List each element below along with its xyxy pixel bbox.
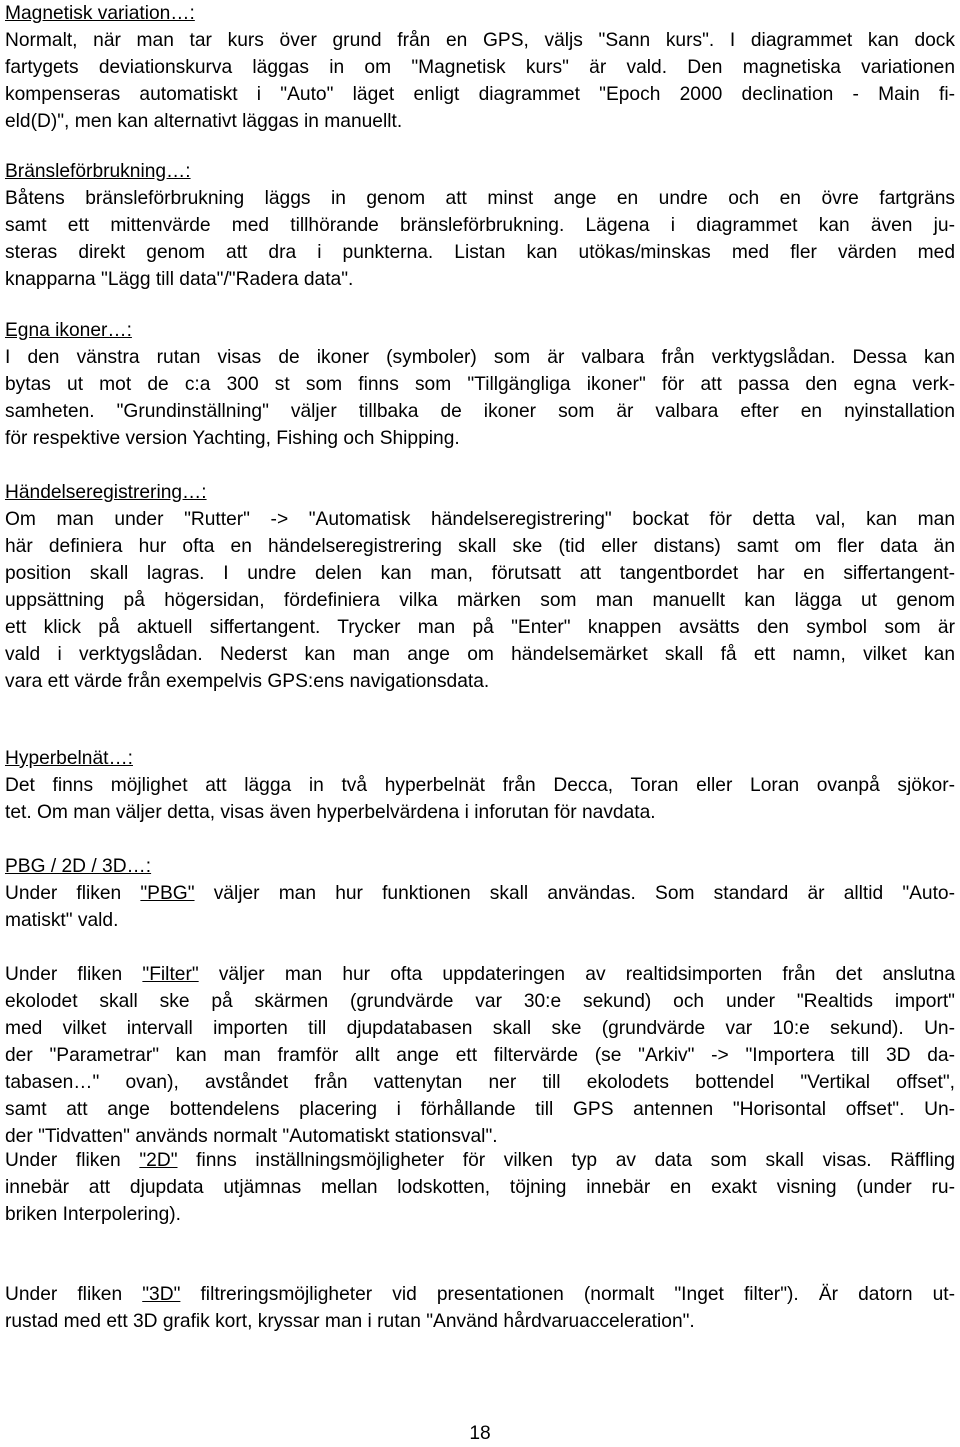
text-line: för respektive version Yachting, Fishing och Shipping. xyxy=(5,428,460,449)
text-line: samt att ange bottendelens placering i förhållande till GPS antennen "Horisontal offset". Un- xyxy=(5,1099,955,1120)
text-line: kompenseras automatiskt i "Auto" läget enligt diagrammet "Epoch 2000 declination - Main fi- xyxy=(5,84,955,105)
text-line: Båtens bränsleförbrukning läggs in genom att minst ange en undre och en övre fartgräns xyxy=(5,188,955,209)
text-line: vara ett värde från exempelvis GPS:ens navigationsdata. xyxy=(5,671,490,692)
section-event-registration xyxy=(5,479,955,695)
text-fragment: Under fliken xyxy=(5,883,141,904)
text-line: rustad med ett 3D grafik kort, kryssar man i rutan "Använd hårdvaruacceleration". xyxy=(5,1311,695,1332)
page-number: 18 xyxy=(469,1423,491,1444)
text-line: der "Tidvatten" används normalt "Automatiskt stationsval". xyxy=(5,1126,498,1147)
tab-name-2d: "2D" xyxy=(139,1150,178,1171)
text-line: samheten. "Grundinställning" väljer tillbaka de ikoner som är valbara efter en nyinstallation xyxy=(5,401,955,422)
text-line: vald i verktygslådan. Nederst kan man ange om händelsemärket skall få ett namn, vilket kan xyxy=(5,644,955,665)
text-fragment: Under fliken xyxy=(5,964,143,985)
text-line: ett klick på aktuell siffertangent. Trycker man på "Enter" knappen avsätts den symbol som är xyxy=(5,617,955,638)
text-line: ekolodet skall ske på skärmen (grundvärde var 30:e sekund) och under "Realtids import" xyxy=(5,991,955,1012)
text-fragment: väljer man hur funktionen skall användas. Som standard är alltid "Auto- xyxy=(194,883,955,904)
section-heading: Händelseregistrering…: xyxy=(5,482,207,503)
text-line: position skall lagras. I undre delen kan man, förutsatt att tangentbordet har en siffertangent- xyxy=(5,563,955,584)
text-line: matiskt" vald. xyxy=(5,910,119,931)
text-line: steras direkt genom att dra i punkterna. Listan kan utökas/minskas med fler värden med xyxy=(5,242,955,263)
paragraph-3d xyxy=(5,1281,955,1335)
text-line: Om man under "Rutter" -> "Automatisk händelseregistrering" bockat för detta val, kan man xyxy=(5,509,955,530)
text-line: samt ett mittenvärde med tillhörande bränsleförbrukning. Lägena i diagrammet kan även ju- xyxy=(5,215,955,236)
text-line: tet. Om man väljer detta, visas även hyperbelvärdena i inforutan för navdata. xyxy=(5,802,656,823)
section-magnetic-variation xyxy=(5,0,955,135)
text-line: der "Parametrar" kan man framför allt ange ett filtervärde (se "Arkiv" -> "Importera till 3D da- xyxy=(5,1045,955,1066)
section-custom-icons xyxy=(5,317,955,452)
text-line: uppsättning på högersidan, fördefiniera vilka märken som man manuellt kan lägga ut genom xyxy=(5,590,955,611)
text-line: bytas ut mot de c:a 300 st som finns som "Tillgängliga ikoner" för att passa den egna verk- xyxy=(5,374,955,395)
section-heading: Bränsleförbrukning…: xyxy=(5,161,191,182)
section-heading: PBG / 2D / 3D…: xyxy=(5,856,152,877)
text-line: knapparna "Lägg till data"/"Radera data". xyxy=(5,269,354,290)
section-hyperbolic-grid xyxy=(5,745,955,826)
text-line: innebär att djupdata utjämnas mellan lodskotten, töjning innebär en exakt visning (under ru- xyxy=(5,1177,955,1198)
text-line: I den vänstra rutan visas de ikoner (symboler) som är valbara från verktygslådan. Dessa kan xyxy=(5,347,955,368)
text-fragment: finns inställningsmöjligheter för vilken typ av data som skall visas. Räffling xyxy=(177,1150,955,1171)
text-line: eld(D)", men kan alternativt läggas in manuellt. xyxy=(5,111,403,132)
text-line: tabasen…" ovan), avståndet från vattenytan ner till ekolodets bottendel "Vertikal offset", xyxy=(5,1072,955,1093)
section-pbg-2d-3d xyxy=(5,853,955,934)
text-line: Det finns möjlighet att lägga in två hyperbelnät från Decca, Toran eller Loran ovanpå sjökor- xyxy=(5,775,955,796)
text-fragment: filtreringsmöjligheter vid presentationen (normalt "Inget filter"). Är datorn ut- xyxy=(180,1284,955,1305)
text-line: briken Interpolering). xyxy=(5,1204,181,1225)
text-line: med vilket intervall importen till djupdatabasen skall ske (grundvärde var 10:e sekund). Un- xyxy=(5,1018,955,1039)
text-fragment: Under fliken xyxy=(5,1284,143,1305)
section-fuel-consumption xyxy=(5,158,955,293)
tab-name-3d: "3D" xyxy=(142,1284,181,1305)
text-line xyxy=(5,1147,955,1174)
text-fragment: Under fliken xyxy=(5,1150,140,1171)
text-line: här definiera hur ofta en händelseregistrering skall ske (tid eller distans) samt om fler data än xyxy=(5,536,955,557)
tab-name-filter: "Filter" xyxy=(142,964,199,985)
section-heading: Hyperbelnät…: xyxy=(5,748,133,769)
section-heading: Egna ikoner…: xyxy=(5,320,132,341)
text-fragment: väljer man hur ofta uppdateringen av realtidsimporten från det anslutna xyxy=(198,964,955,985)
paragraph-filter xyxy=(5,961,955,1150)
text-line xyxy=(5,1281,955,1308)
paragraph-2d xyxy=(5,1147,955,1228)
section-heading: Magnetisk variation…: xyxy=(5,3,195,24)
text-line: fartygets deviationskurva läggas in om "Magnetisk kurs" är vald. Den magnetiska variationen xyxy=(5,57,955,78)
text-line: Normalt, när man tar kurs över grund från en GPS, väljs "Sann kurs". I diagrammet kan dock xyxy=(5,30,955,51)
tab-name-pbg: "PBG" xyxy=(140,883,195,904)
text-line xyxy=(5,961,955,988)
text-line xyxy=(5,880,955,907)
